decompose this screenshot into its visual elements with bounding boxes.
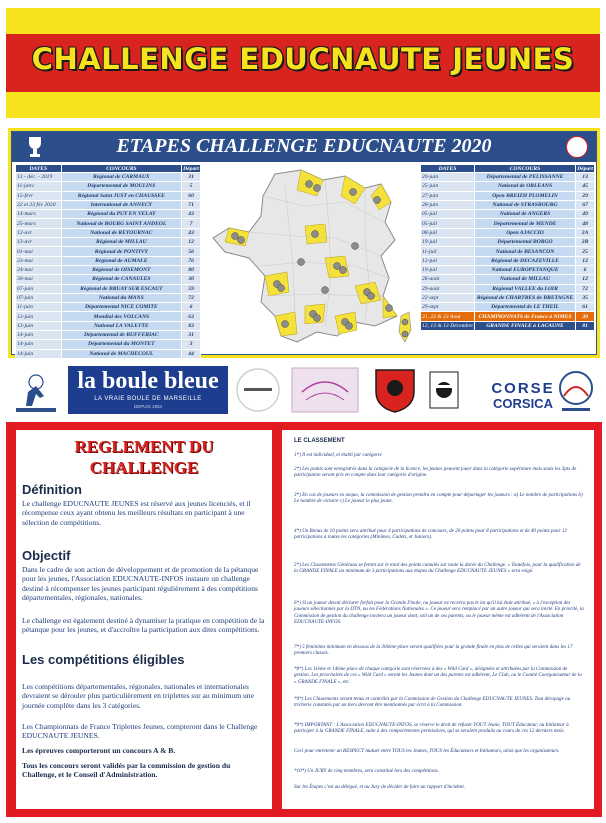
etape-concours: Départemental BORGO	[474, 238, 575, 247]
etape-concours: Régional de CHARTRES de BRETAGNE	[474, 293, 575, 302]
etape-depart: 81	[576, 321, 595, 330]
etapes-inner	[11, 131, 597, 355]
etape-date: 08-juil	[421, 228, 475, 237]
etape-row	[421, 284, 595, 293]
etape-row	[421, 321, 595, 330]
etape-date: 11-juin	[16, 303, 62, 312]
etape-row	[16, 275, 201, 284]
etape-concours: Départemental de PELISSANNE	[474, 173, 575, 182]
rule-2: 2*) Les points sont enregistrés dans la catégorie de la licence, les jeunes peuvent jouer dans la catégorie supérieure mais seuls les 3pts de participation seront pris en compte dans leur catégorie d'origine.	[294, 466, 577, 479]
etape-depart: 45	[576, 182, 595, 191]
title-banner	[6, 8, 600, 118]
etape-row	[421, 173, 595, 182]
etape-date: 23-mai	[16, 256, 62, 265]
rule-9: *9*) Les Classements seront tenus et contrôlés par la Commission de Gestion du Challenge EDUCNAUTE JEUNES. Tout dérapage ou tricherie constatés par un tiers devront être mentionnés par écrit à la Commission.	[294, 696, 571, 709]
etape-date: 29-sept	[421, 303, 475, 312]
etape-concours: Départemental du MONTET	[61, 340, 182, 349]
etape-concours: National de MILLAU	[474, 275, 575, 284]
photography-logo-icon	[290, 366, 360, 414]
etapes-header	[12, 132, 596, 162]
etape-depart: 67	[576, 200, 595, 209]
etape-depart: 12	[182, 238, 201, 247]
etape-depart: 49	[576, 210, 595, 219]
etape-concours: Régional Saint JUST en CHAUSSEE	[61, 191, 182, 200]
etape-concours: Mondial des VOLCANS	[61, 312, 182, 321]
etape-date: 21, 22 & 23 Aout	[421, 312, 475, 321]
etape-row	[421, 303, 595, 312]
rule-12: *10*) Un JURY de cinq membres, sera constitué lors des compétitions.	[294, 768, 439, 774]
etape-concours: Open BREIZH PLOMELIN	[474, 191, 575, 200]
etapes-title: ETAPES CHALLENGE EDUCNAUTE 2020	[116, 135, 492, 157]
etape-row	[421, 200, 595, 209]
etape-row	[16, 256, 201, 265]
etape-concours: National du MANS	[61, 293, 182, 302]
etape-depart: 31	[182, 331, 201, 340]
etape-date: 28-juin	[421, 200, 475, 209]
text-competitions-4: Tous les concours seront validés par la commission de gestion du Challenge, et le Conseil d'Administration.	[22, 761, 231, 780]
boule-bleue-name: la boule bleue	[77, 368, 219, 394]
etape-concours: Régional de AUMALE	[61, 256, 182, 265]
etapes-table-right	[420, 164, 595, 331]
etape-depart: 2A	[576, 228, 595, 237]
etape-depart: 43	[182, 210, 201, 219]
etape-row	[16, 173, 201, 182]
etape-row	[421, 275, 595, 284]
etape-concours: Régional de CARMAUX	[61, 173, 182, 182]
etape-row	[421, 219, 595, 228]
etape-concours: National LA VALETTE	[61, 321, 182, 330]
etape-concours: National de BESANCON	[474, 247, 575, 256]
etape-concours: Régional de DECAZEVILLE	[474, 256, 575, 265]
etape-concours: Départemental de MOULINS	[61, 182, 182, 191]
heading-definition: Définition	[22, 482, 82, 497]
etape-concours: National de RETOURNAC	[61, 228, 182, 237]
boule-bleue-year: DEPUIS 1904	[133, 404, 162, 409]
etape-concours: National de BOURG SAINT ANDEOL	[61, 219, 182, 228]
col-depart: Départ	[183, 165, 199, 172]
etape-date: 19-juil	[421, 265, 475, 274]
etape-depart: 13	[576, 173, 595, 182]
etape-depart: 2B	[576, 238, 595, 247]
corsica-name: CORSICA	[493, 396, 553, 411]
educnaute-logo-icon	[10, 366, 62, 414]
etape-depart: 80	[182, 265, 201, 274]
federation-petanque-icon	[556, 366, 596, 414]
etape-concours: Départemental NICE COMITE	[61, 303, 182, 312]
etape-concours: Open AJACCIO	[474, 228, 575, 237]
etape-row	[16, 312, 201, 321]
etape-concours: Régional VALLEE du LOIR	[474, 284, 575, 293]
heading-objectif: Objectif	[22, 548, 71, 563]
etape-depart: 43	[182, 228, 201, 237]
etape-row	[421, 247, 595, 256]
etape-row	[16, 340, 201, 349]
etape-date: 13-juin	[16, 312, 62, 321]
corse-name: CORSE	[491, 380, 555, 397]
etape-row	[421, 210, 595, 219]
col-dates: DATES	[16, 165, 62, 173]
etape-depart: 48	[576, 219, 595, 228]
etape-date: 25-juin	[421, 182, 475, 191]
etape-row	[16, 331, 201, 340]
etape-concours: National de ANGERS	[474, 210, 575, 219]
etape-depart: 25	[576, 247, 595, 256]
etape-concours: Régional de BRUAY SUR ESCAUT	[61, 284, 182, 293]
rule-6: 6*) Si un joueur devait déclarer forfait pour la Grande Finale, ou joueur ne recevra pas le lot qu'il lui était attribué, « à l'exception des joueurs sélectionnés par la DTN, ou les Fédérations Nationales ». Ce joueur sera remplacé par un autre joueur qui sera invité. En priorité, la Commission de gestion du challenge invitera un joueur dont, soit un de ses parents, ou le joueur même est adhérent de l'Association EDUCNAUTE-INFOS.	[294, 600, 584, 626]
etapes-panel	[8, 128, 600, 358]
etape-concours: National de ORLEANS	[474, 182, 575, 191]
etape-date: 07-juin	[16, 293, 62, 302]
etape-date: 11-juil	[421, 247, 475, 256]
etape-row	[16, 349, 201, 358]
etape-depart: 83	[182, 321, 201, 330]
etape-date: 12-avr	[16, 228, 62, 237]
etape-row	[421, 256, 595, 265]
text-objectif-2: Le challenge est également destiné à dynamiser la pratique en compétition de la pétanque pour les jeunes, et d'accroître la participation aux dites compétitions.	[22, 616, 265, 635]
etape-row	[16, 238, 201, 247]
etape-concours: Départemental de BUFFERIAC	[61, 331, 182, 340]
etape-date: 12-juil	[421, 256, 475, 265]
sponsors-row	[8, 362, 600, 418]
etape-date: 13-avr	[16, 238, 62, 247]
etape-row	[16, 247, 201, 256]
reglement-panel	[16, 430, 272, 809]
etape-depart: 30	[576, 312, 595, 321]
etape-depart: 6	[182, 303, 201, 312]
etape-date: 25-mars	[16, 219, 62, 228]
etape-depart: 31	[182, 173, 201, 182]
rule-10: *9*) IMPORTANT : L'Association EDUCNAUTE-INFOS, se réserve le droit de refuser TOUT Jeune, TOUT Éducateur, ou Initiateur à participer à la GRANDE FINALE, suite à des comportements permissives, qui se seraient produits au cours de ces 12 derniers mois.	[294, 722, 569, 735]
etape-depart: 72	[182, 293, 201, 302]
reglement-title: REGLEMENT DU CHALLENGE	[74, 437, 214, 477]
etape-row	[16, 219, 201, 228]
text-competitions-1: Les compétitions départementales, régionales, nationales et internationales devraient se dérouler plus particulièrement en triplettes sur au minimum une journée complète dans les 3 catégories.	[22, 682, 254, 710]
etape-concours: National de STRASBOURG	[474, 200, 575, 209]
etape-depart: 72	[576, 284, 595, 293]
etape-row	[421, 191, 595, 200]
col-dates: DATES	[421, 165, 475, 173]
etape-date: 29-août	[421, 284, 475, 293]
etape-row	[16, 191, 201, 200]
etape-depart: 29	[576, 191, 595, 200]
etape-row	[16, 265, 201, 274]
etape-date: 13-juin	[16, 321, 62, 330]
etape-depart: 61	[576, 303, 595, 312]
corse-moor-head-icon	[428, 366, 460, 414]
etape-concours: National EUROPETANQUE	[474, 265, 575, 274]
etape-date: 05-juil	[421, 210, 475, 219]
etape-date: 26-août	[421, 275, 475, 284]
etape-depart: 59	[182, 284, 201, 293]
etape-depart: 76	[182, 256, 201, 265]
shop-logo-icon	[234, 366, 282, 414]
etape-row	[421, 238, 595, 247]
etape-date: 24-mai	[16, 265, 62, 274]
etape-depart: 60	[182, 191, 201, 200]
etape-depart: 12	[576, 256, 595, 265]
rule-11: Ceci pour entretenir un RESPECT mutuel entre TOUS les Jeunes, TOUS les Éducateurs et Initiateurs, ainsi que les organisateurs.	[294, 748, 560, 754]
etape-depart: 44	[182, 349, 201, 358]
etape-depart: 30	[182, 275, 201, 284]
etape-date: 05-juil	[421, 219, 475, 228]
etape-concours: Régional de PONTIVY	[61, 247, 182, 256]
etape-concours: Départemental de LE THEIL	[474, 303, 575, 312]
text-definition: Le challenge EDUCNAUTE JEUNES est réservé aux jeunes licenciés, et il récompense ceux ayant obtenu les meilleurs résultats en participant à une sélection de compétitions.	[22, 499, 251, 527]
etape-row	[16, 303, 201, 312]
page-title: CHALLENGE EDUCNAUTE JEUNES	[31, 42, 575, 76]
etape-concours: Régional du PUY EN VELAY	[61, 210, 182, 219]
etape-row	[421, 265, 595, 274]
etape-date: 20-juin	[421, 173, 475, 182]
etape-depart: 12	[576, 275, 595, 284]
etape-date: 22-sept	[421, 293, 475, 302]
rule-3: 3*) En cas de joueurs ex aequo, la commission de gestion prendra en compte pour départager les joueurs : a) Le nombre de participations b) Le nombre de victoire c) Le joueur le plus jeune.	[294, 492, 583, 505]
etape-date: 22 et 23 fév 2020	[16, 200, 62, 209]
etapes-table-left	[15, 164, 201, 359]
etape-depart: 5	[182, 182, 201, 191]
rule-1: 1*) Il est individuel, et établi par catégorie	[294, 452, 382, 458]
etape-row	[16, 321, 201, 330]
etape-date: 14-juin	[16, 340, 62, 349]
col-concours: CONCOURS	[61, 165, 182, 173]
etape-depart: 35	[576, 293, 595, 302]
rule-7: 7*) 5 féminines minimum en dessous de la 30ième place seront qualifiées pour la grande finale en plus de celles qui seraient dans les 17 premiers classés.	[294, 644, 573, 657]
etape-row	[421, 293, 595, 302]
reglement-section	[6, 422, 602, 817]
club-shield-icon	[368, 366, 422, 414]
classement-heading: LE CLASSEMENT	[294, 438, 345, 444]
col-concours: CONCOURS	[474, 165, 575, 173]
rule-5: 5*) Les Classements Généraux se feront sur le total des points cumulés sur toute la durée du Challenge. » Toutefois, pour la qualification de la GRANDE FINALE un minimum de 3 participations aux étapes du Challenge EDUCNAUTE JEUNES » sera exigé.	[294, 562, 581, 575]
etape-date: 13 - déc. - 2019	[16, 173, 62, 182]
etape-row	[16, 182, 201, 191]
heading-competitions: Les compétitions éligibles	[22, 652, 185, 667]
boule-bleue-logo	[68, 366, 228, 414]
etape-row	[421, 182, 595, 191]
etape-concours: Régional de OISEMONT	[61, 265, 182, 274]
text-objectif-1: Dans le cadre de son action de développement et de promotion de la pétanque pour les jeunes, l'Association EDUCNAUTE-INFOS instaure un challenge destiné à récompenser les jeunes participant régulièrement à des compétitions départementales, régionales, nationales.	[22, 565, 259, 602]
etape-date: 01-mai	[16, 247, 62, 256]
etape-depart: 63	[182, 312, 201, 321]
rule-13: Sur les Étapes c'est au délégué, et au Jury de décider de faire un rapport d'incident.	[294, 784, 466, 790]
etape-depart: 71	[182, 200, 201, 209]
etape-row	[16, 293, 201, 302]
etape-concours: GRANDE FINALE à LACAUNE	[474, 321, 575, 330]
text-competitions-3: Les épreuves comporteront un concours A & B.	[22, 746, 176, 755]
text-competitions-2: Les Championnats de France Triplettes Jeunes, compteront dans le Challenge EDUCNAUTE JEUNES.	[22, 722, 258, 741]
corsica-outline	[399, 312, 411, 342]
etape-row	[16, 200, 201, 209]
rule-8: *8*) Les 11ème et 14ème place de chaque catégorie sont réservées à des « Wild Card », désignées et attribuées par la Commission de gestion. Les prioritaires de ces « Wild Card » seront les Jeunes dont un des parents est adhérent, Le Club, ou le Comité Coorganisateur de la « GRANDE FINALE », etc.	[294, 666, 582, 685]
etape-depart: 56	[182, 247, 201, 256]
etape-date: 19-juil	[421, 238, 475, 247]
col-depart: Départ	[577, 165, 593, 172]
etape-row	[16, 228, 201, 237]
etape-row	[16, 284, 201, 293]
etape-concours: Régional de CANAULES	[61, 275, 182, 284]
france-map	[205, 166, 417, 352]
etape-depart: 6	[576, 265, 595, 274]
rule-4: 4*) Un Bonus de 10 points sera attribué pour 4 participations de concours, de 20 points pour 8 participations et de 40 points pour 12 participations à toutes les catégories (Minimes, Cadets, et Juniors).	[294, 528, 567, 541]
etape-date: 27-juin	[421, 191, 475, 200]
etape-date: 12, 13 & 13 Décembre	[422, 322, 473, 329]
federation-logo-icon	[566, 136, 588, 158]
etape-depart: 3	[182, 340, 201, 349]
etape-row	[421, 228, 595, 237]
etape-date: 15-févr	[16, 191, 62, 200]
etape-concours: International de ANNECY	[61, 200, 182, 209]
etape-concours: Régional de MILLAU	[61, 238, 182, 247]
etape-date: 11-janv	[16, 182, 62, 191]
classement-panel	[282, 430, 594, 809]
etape-depart: 7	[182, 219, 201, 228]
etape-date: 14-juin	[16, 349, 62, 358]
etape-row	[16, 210, 201, 219]
etape-date: 14-juin	[16, 331, 62, 340]
etape-concours: CHAMPIONNATS de France à NIMES	[474, 312, 575, 321]
etape-date: 14-mars	[16, 210, 62, 219]
etape-date: 07-juin	[16, 284, 62, 293]
etape-row	[421, 312, 595, 321]
boule-bleue-tagline: LA VRAIE BOULE DE MARSEILLE	[94, 396, 202, 402]
etape-date: 30-mai	[16, 275, 62, 284]
etape-concours: Départemental de MENDE	[474, 219, 575, 228]
etape-concours: National de MACHECOUL	[61, 349, 182, 358]
